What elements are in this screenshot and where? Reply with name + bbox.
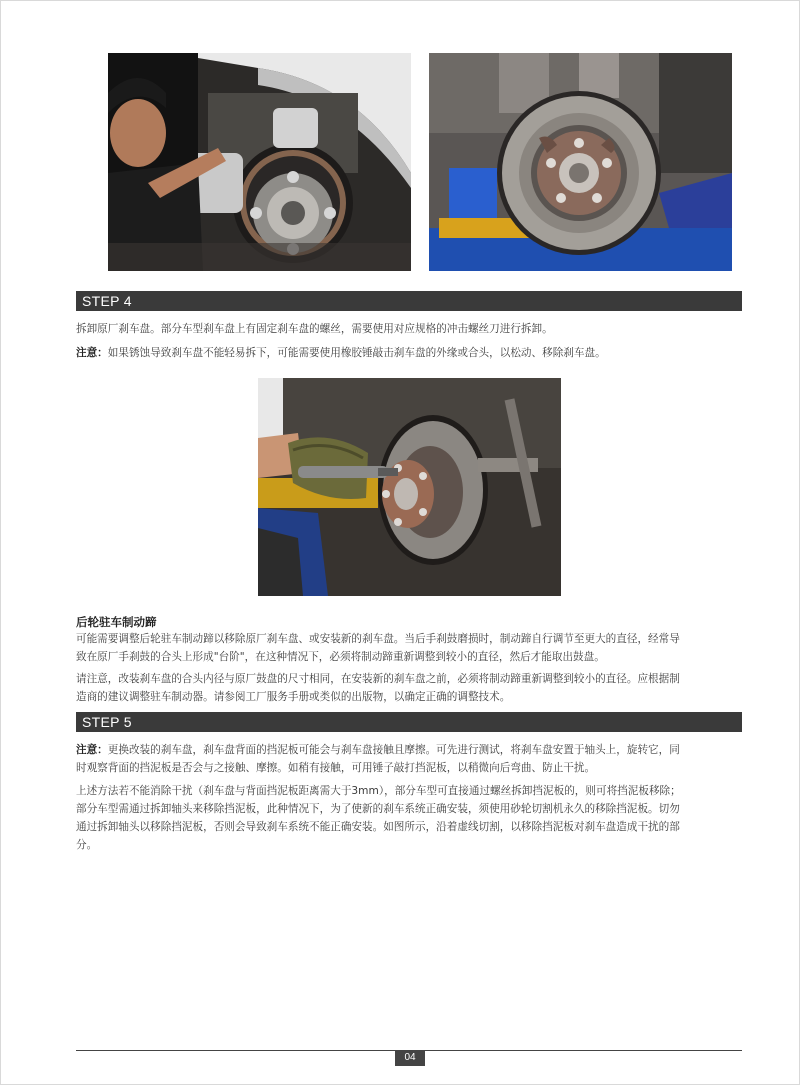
step-5-header: STEP 5 <box>76 712 742 732</box>
step-5-note-line-1: 更换改装的刹车盘，刹车盘背面的挡泥板可能会与刹车盘接触且摩擦。可先进行测试，将刹车盘安置于轴头上，旋转它，同 <box>107 744 680 756</box>
photo-impact-driver-rotor <box>258 378 561 596</box>
parking-brake-para-1 <box>76 630 744 666</box>
parking-brake-para-1-line-1: 可能需要调整后轮驻车制动蹄以移除原厂刹车盘、或安装新的刹车盘。当后手刹鼓磨损时，制动蹄自行调节至更大的直径，经常导 <box>76 633 680 645</box>
page-number: 04 <box>395 1050 425 1066</box>
note-text: 如果锈蚀导致刹车盘不能轻易拆下，可能需要使用橡胶锤敲击刹车盘的外缘或合头，以松动、移除刹车盘。 <box>107 347 606 359</box>
step-5-line-4: 分。 <box>76 839 98 851</box>
step-5-line-2: 部分车型需通过拆卸轴头来移除挡泥板，此种情况下，为了使新的刹车系统正确安装，须使用砂轮切割机永久的移除挡泥板。切勿 <box>76 803 680 815</box>
step-5-note-line-2: 时观察背面的挡泥板是否会与之接触、摩擦。如稍有接触，可用锤子敲打挡泥板，以稍微向后弯曲、防止干扰。 <box>76 762 596 774</box>
parking-brake-para-2 <box>76 670 744 706</box>
parking-brake-heading: 后轮驻车制动蹄 <box>76 615 157 629</box>
note-label: 注意： <box>76 744 108 756</box>
parking-brake-para-2-line-2: 造商的建议调整驻车制动器。请参阅工厂服务手册或类似的出版物，以确定正确的调整技术。 <box>76 691 511 703</box>
photo-technician-removing-caliper <box>108 53 411 271</box>
parking-brake-para-2-line-1: 请注意，改装刹车盘的合头内径与原厂鼓盘的尺寸相同，在安装新的刹车盘之前，必须将制动蹄重新调整到较小的直径。应根据制 <box>76 673 680 685</box>
step-4-header: STEP 4 <box>76 291 742 311</box>
note-label: 注意： <box>76 347 108 359</box>
step-5-note <box>76 741 744 777</box>
step-4-note <box>76 344 744 362</box>
step-5-line-3: 通过拆卸轴头以移除挡泥板，否则会导致刹车系统不能正确安装。如图所示，沿着虚线切割，以移除挡泥板对刹车盘造成干扰的部 <box>76 821 680 833</box>
photo-rotor-on-hub <box>429 53 732 271</box>
step-5-line-1: 上述方法若不能消除干扰（刹车盘与背面挡泥板距离需大于3mm），部分车型可直接通过螺丝拆卸挡泥板的，则可将挡泥板移除； <box>76 785 681 797</box>
step-4-instruction: 拆卸原厂刹车盘。部分车型刹车盘上有固定刹车盘的螺丝，需要使用对应规格的冲击螺丝刀进行拆卸。 <box>76 323 553 335</box>
parking-brake-para-1-line-2: 致在原厂手刹鼓的合头上形成"台阶"，在这种情况下，必须将制动蹄重新调整到较小的直径，然后才能取出鼓盘。 <box>76 651 605 663</box>
step-5-instruction <box>76 782 744 854</box>
